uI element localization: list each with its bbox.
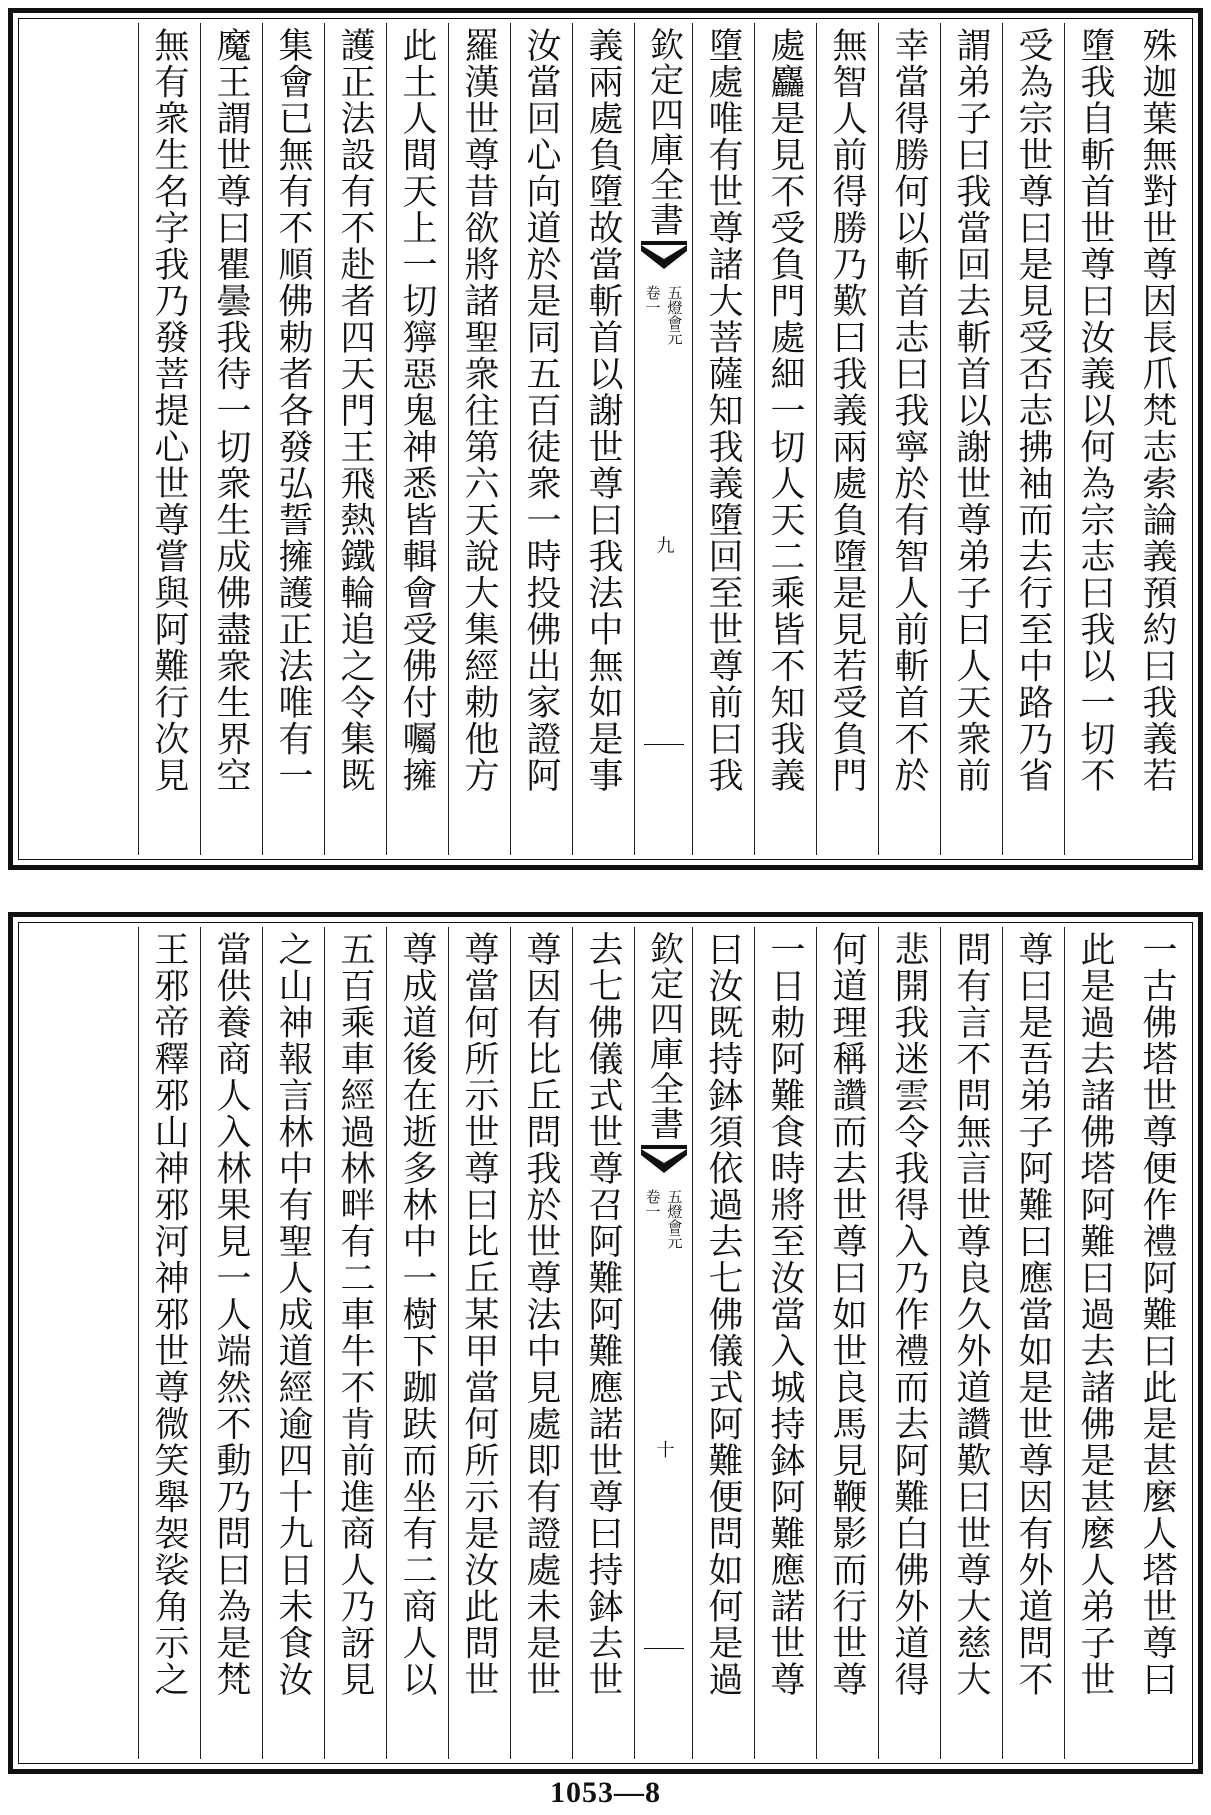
text-column: 悲開我迷雲令我得入乃作禮而去阿難白佛外道得 bbox=[878, 927, 940, 1759]
text-column: 無有衆生名字我乃發菩提心世尊嘗與阿難行次見 bbox=[138, 23, 200, 855]
text-column: 尊成道後在逝多林中一樹下跏趺而坐有二商人以 bbox=[386, 927, 448, 1759]
margin-page-number: 九 bbox=[653, 535, 675, 554]
text-column: 墮我自斬首世尊曰汝義以何為宗志曰我以一切不 bbox=[1064, 23, 1126, 855]
text-column: 此是過去諸佛塔阿難曰過去諸佛是甚麼人弟子世 bbox=[1064, 927, 1126, 1759]
text-column: 集會已無有不順佛勅者各發弘誓擁護正法唯有一 bbox=[262, 23, 324, 855]
text-column: 尊當何所示世尊曰比丘某甲當何所示是汝此問世 bbox=[448, 927, 510, 1759]
margin-book-title: 五燈會元 bbox=[665, 285, 684, 345]
text-column: 義兩處負墮故當斬首以謝世尊曰我法中無如是事 bbox=[572, 23, 634, 855]
margin-book-title: 五燈會元 bbox=[665, 1189, 684, 1249]
footer-page-number: 1053—8 bbox=[550, 1776, 661, 1809]
margin-volume: 卷一 bbox=[643, 1189, 662, 1219]
text-column: 墮處唯有世尊諸大菩薩知我義墮回至世尊前曰我 bbox=[692, 23, 754, 855]
text-column: 王邪帝釋邪山神邪河神邪世尊微笑舉袈裟角示之 bbox=[138, 927, 200, 1759]
text-column: 曰汝既持鉢須依過去七佛儀式阿難便問如何是過 bbox=[692, 927, 754, 1759]
text-column: 尊因有比丘問我於世尊法中見處即有證處未是世 bbox=[510, 927, 572, 1759]
text-column: 受為宗世尊曰是見受否志拂袖而去行至中路乃省 bbox=[1002, 23, 1064, 855]
text-column: 何道理稱讚而去世尊曰如世良馬見鞭影而行世尊 bbox=[816, 927, 878, 1759]
text-column: 當供養商人入林果見一人端然不動乃問曰為是梵 bbox=[200, 927, 262, 1759]
text-column: 尊曰是吾弟子阿難曰應當如是世尊因有外道問不 bbox=[1002, 927, 1064, 1759]
text-column: 一古佛塔世尊便作禮阿難曰此是甚麼人塔世尊曰 bbox=[1137, 931, 1177, 1698]
text-column: 幸當得勝何以斬首志曰我寧於有智人前斬首不於 bbox=[878, 23, 940, 855]
center-margin-column bbox=[634, 23, 692, 855]
text-column: 處麤是見不受負門處細一切人天二乘皆不知我義 bbox=[754, 23, 816, 855]
fish-tail-mark-icon bbox=[641, 1145, 687, 1175]
fish-tail-mark-icon bbox=[641, 241, 687, 271]
top-text-area bbox=[23, 23, 1188, 855]
margin-page-number: 十 bbox=[653, 1439, 675, 1458]
text-column: 五百乘車經過林畔有二車牛不肯前進商人乃訝見 bbox=[324, 927, 386, 1759]
text-column: 無智人前得勝乃歎曰我義兩處負墮是見若受負門 bbox=[816, 23, 878, 855]
text-column: 魔王謂世尊曰瞿曇我待一切衆生成佛盡衆生界空 bbox=[200, 23, 262, 855]
text-column: 一日勅阿難食時將至汝當入城持鉢阿難應諾世尊 bbox=[754, 927, 816, 1759]
bottom-page-panel bbox=[8, 912, 1203, 1774]
center-margin-column bbox=[634, 927, 692, 1759]
text-column: 此土人間天上一切獰惡鬼神悉皆輯會受佛付囑擁 bbox=[386, 23, 448, 855]
top-page-panel bbox=[8, 8, 1203, 870]
margin-volume: 卷一 bbox=[643, 285, 662, 315]
margin-rule bbox=[644, 744, 684, 745]
text-column: 汝當回心向道於是同五百徒衆一時投佛出家證阿 bbox=[510, 23, 572, 855]
margin-rule bbox=[644, 1648, 684, 1649]
text-column: 護正法設有不赴者四天門王飛熱鐵輪追之令集既 bbox=[324, 23, 386, 855]
text-column: 問有言不問無言世尊良久外道讚歎曰世尊大慈大 bbox=[940, 927, 1002, 1759]
margin-title: 欽定四庫全書 bbox=[643, 27, 684, 237]
text-column: 去七佛儀式世尊召阿難阿難應諾世尊曰持鉢去世 bbox=[572, 927, 634, 1759]
text-column: 殊迦葉無對世尊因長爪梵志索論義預約曰我義若 bbox=[1137, 27, 1177, 794]
margin-book-info bbox=[644, 285, 684, 345]
text-column: 謂弟子曰我當回去斬首以謝世尊弟子曰人天衆前 bbox=[940, 23, 1002, 855]
bottom-text-area bbox=[23, 927, 1188, 1759]
margin-book-info bbox=[644, 1189, 684, 1249]
margin-title: 欽定四庫全書 bbox=[643, 931, 684, 1141]
text-column: 之山神報言林中有聖人成道經逾四十九日未食汝 bbox=[262, 927, 324, 1759]
text-column: 羅漢世尊昔欲將諸聖衆往第六天說大集經勅他方 bbox=[448, 23, 510, 855]
